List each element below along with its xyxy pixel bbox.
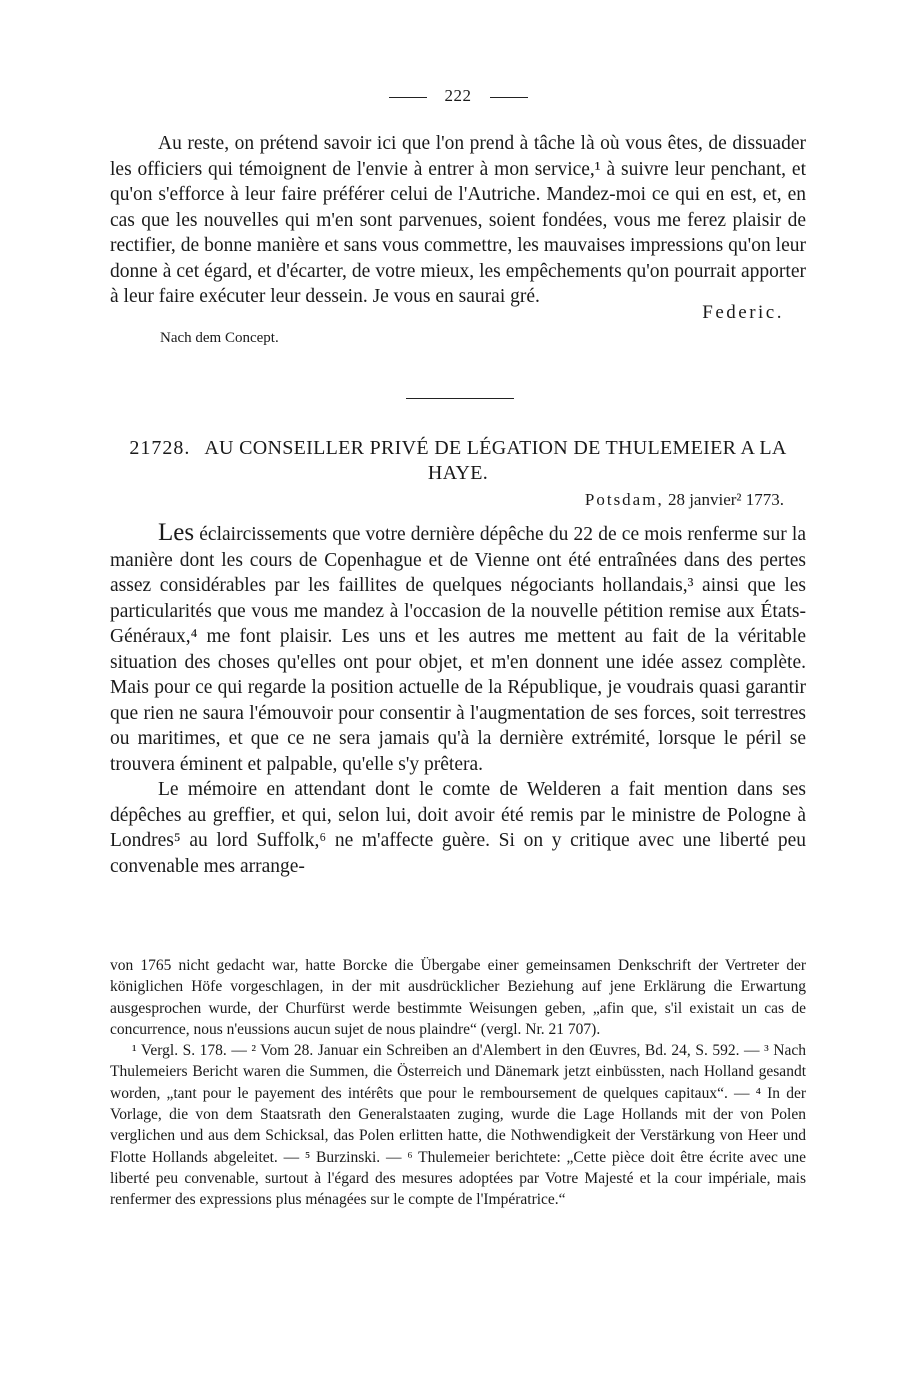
- page-number: 222: [444, 86, 472, 105]
- signature-row: [110, 301, 806, 336]
- section-divider: [406, 398, 514, 399]
- letter-1-paragraph: Au reste, on prétend savoir ici que l'on prend à tâche là où vous êtes, de dissuader les officiers qui témoignent de l'envie à entrer à mon service,¹ à suivre leur penchant, et qu'on s'efforce à leur faire préférer celui de l'Autriche. Mandez-moi ce qui en est, et, en cas que les nouvelles qui m'en sont parvenues, soient fondées, vous me ferez plaisir de rectifier, de bonne manière et sans vous commettre, les mauvaises impressions qu'on leur donne à cet égard, et d'écarter, de votre mieux, les empêchements qu'on pourrait apporter à leur faire exécuter leur dessein. Je vous en saurai gré.: [110, 133, 806, 307]
- letter-2-paragraph-1: [110, 520, 806, 777]
- dateline-date: 28 janvier² 1773.: [667, 490, 784, 509]
- header-dash-right: [490, 97, 528, 98]
- letter-title: AU CONSEILLER PRIVÉ DE LÉGATION DE THULEMEIER A LA HAYE.: [204, 437, 787, 484]
- source-note: Nach dem Concept.: [160, 329, 279, 346]
- letter-number: 21728.: [129, 437, 191, 459]
- page-header: [110, 86, 806, 106]
- initial-word: Les: [158, 519, 195, 546]
- footnote-list: ¹ Vergl. S. 178. — ² Vom 28. Januar ein Schreiben an d'Alembert in den Œuvres, Bd. 24, S. 592. — ³ Nach Thulemeiers Bericht waren die Summen, die Österreich und Dänemark jetzt einbüssten, nach Holland gesandt worden, „tant pour le payement des intérêts que pour le remboursement de quelques capitaux“. — ⁴ In der Vorlage, die von dem Staatsrath den Generalstaaten zuging, wurde die Lage Hollands mit der von Polen verglichen und aus dem Schicksal, das Polen erlitten hatte, die Nothwendigkeit der Verstärkung von Heer und Flotte Hollands abgeleitet. — ⁵ Burzinski. — ⁶ Thulemeier berichtete: „Cette pièce doit être écrite avec une liberté peu convenable, surtout à l'égard des mesures adoptées par Votre Majesté et la cour impériale, mais renfermer des expressions plus ménagées sur le compte de l'Impératrice.“: [110, 1042, 806, 1209]
- letter-1-conclusion: [110, 131, 806, 347]
- letter-2-body: [110, 520, 806, 879]
- footnote-continuation: von 1765 nicht gedacht war, hatte Borcke die Übergabe einer gemeinsamen Denkschrift der Vertreter der königlichen Höfe vorgeschlagen, in der mit ausdrücklicher Beziehung auf jene Erklärung die Erwartung ausgesprochen wurde, der Churfürst werde bestimmte Weisungen geben, „afin que, s'il existait un cas de concurrence, nous n'eussions aucun sujet de nous plaindre“ (vergl. Nr. 21 707).: [110, 957, 806, 1038]
- document-page: [110, 0, 806, 1392]
- dateline-place: Potsdam,: [584, 490, 664, 509]
- letter-2-heading: [110, 436, 806, 486]
- signature: Federic.: [702, 301, 784, 323]
- header-dash-left: [389, 97, 427, 98]
- letter-2-paragraph-2: Le mémoire en attendant dont le comte de Welderen a fait mention dans ses dépêches au greffier, et qui, selon lui, doit avoir été remis par le ministre de Pologne à Londres⁵ au lord Suffolk,⁶ ne m'affecte guère. Si on y critique avec une liberté peu convenable mes arrange-: [110, 779, 806, 877]
- paragraph-1-text: éclaircissements que votre dernière dépêche du 22 de ce mois renferme sur la manière dont les cours de Copenhague et de Vienne ont été entraînées dans des pertes assez considérables par les faillites de quelques négociants hollandais,³ ainsi que les particularités que vous me mandez à l'occasion de la nouvelle pétition remise aux États-Généraux,⁴ me font plaisir. Les uns et les autres me mettent au fait de la véritable situation des choses qu'elles ont pour objet, et m'en donnent une idée assez complète. Mais pour ce qui regarde la position actuelle de la République, je voudrais quasi garantir que rien ne saura l'émouvoir pour consentir à l'augmentation de ses forces, soit terrestres ou maritimes, et que ce ne sera jamais qu'à la dernière extrémité, lorsque le péril se trouvera éminent et palpable, qu'elle s'y prêtera.: [110, 524, 806, 775]
- dateline: [585, 490, 784, 510]
- footnotes: [110, 955, 806, 1211]
